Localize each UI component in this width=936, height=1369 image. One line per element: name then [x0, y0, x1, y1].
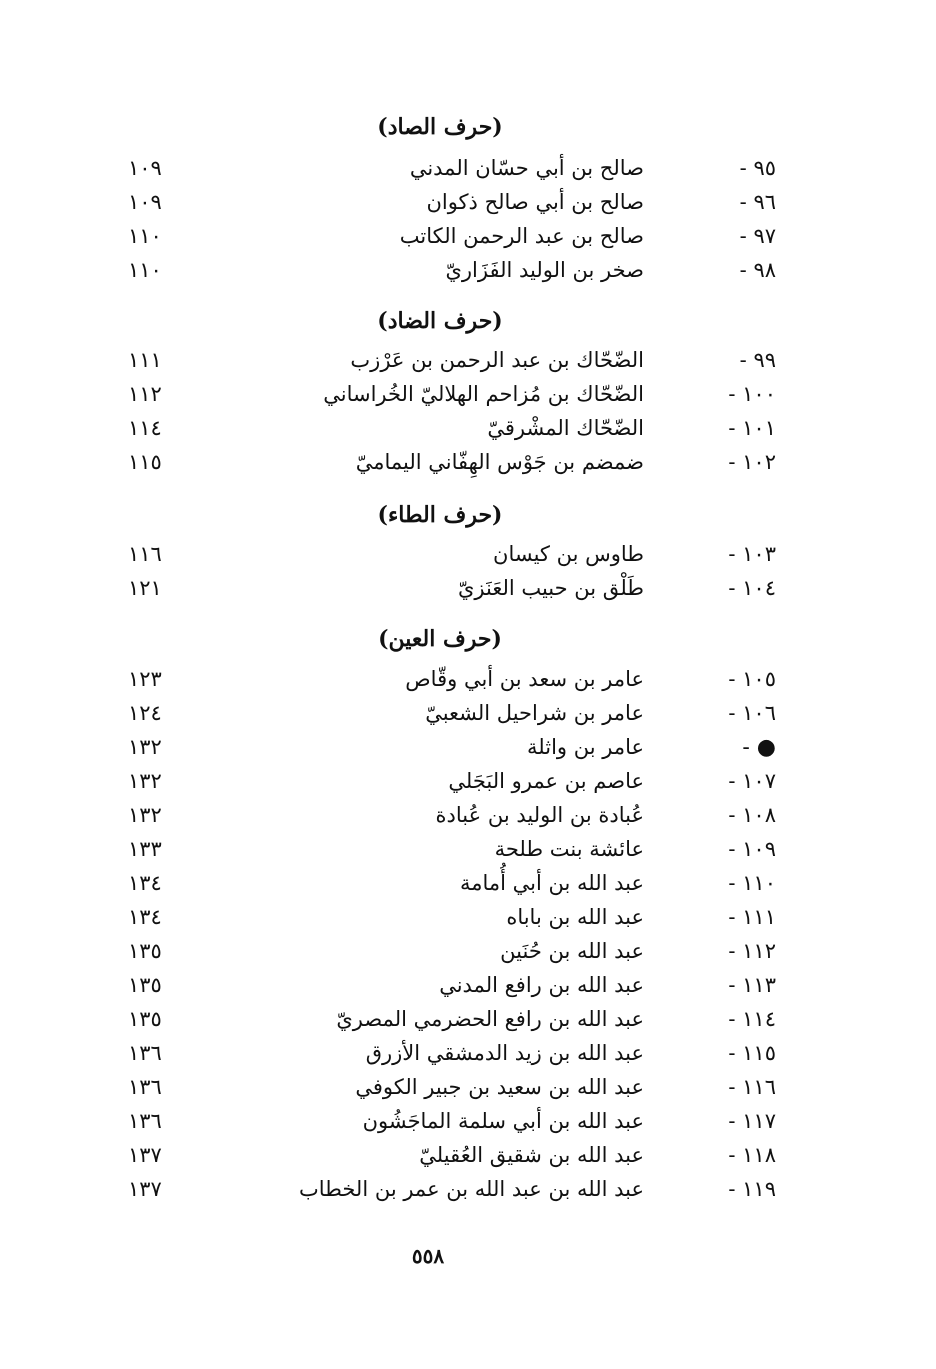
- entry-page: ١٠٩: [128, 156, 162, 180]
- index-entry: [0, 348, 936, 382]
- index-entry: [0, 576, 936, 610]
- index-entry: [0, 224, 936, 258]
- entry-number: ١٠٨ -: [728, 803, 776, 827]
- entry-name: عبد الله بن زيد الدمشقي الأزرق: [365, 1041, 644, 1065]
- index-entry: [0, 156, 936, 190]
- entry-number: ١٠٣ -: [728, 542, 776, 566]
- entry-page: ١٣٣: [128, 837, 162, 861]
- section-header-sad: (حرف الصاد): [377, 114, 503, 140]
- entry-name: الضّحّاك بن عبد الرحمن بن عَرْزب: [350, 348, 644, 372]
- entry-name: عبد الله بن أبي سلمة الماجَشُون: [362, 1109, 644, 1133]
- entry-name: عبد الله بن سعيد بن جبير الكوفي: [355, 1075, 644, 1099]
- entry-number: ١١٢ -: [728, 939, 776, 963]
- entry-page: ١٣٢: [128, 769, 162, 793]
- entry-name: صخر بن الوليد الفَزَاريّ: [445, 258, 644, 282]
- entry-page: ١١٠: [128, 224, 162, 248]
- entry-number: ١١٤ -: [728, 1007, 776, 1031]
- entry-number: ١١٨ -: [728, 1143, 776, 1167]
- entry-number: ١١٠ -: [728, 871, 776, 895]
- entry-name: عاصم بن عمرو البَجَلي: [448, 769, 644, 793]
- entry-page: ١٣٦: [128, 1109, 162, 1133]
- entry-page: ١٢١: [128, 576, 162, 600]
- entry-number: ٩٧ -: [739, 224, 776, 248]
- entry-page: ١٣٥: [128, 1007, 162, 1031]
- index-entry: [0, 1109, 936, 1143]
- entry-number: ١١٩ -: [728, 1177, 776, 1201]
- index-entry: [0, 667, 936, 701]
- entry-name: صالح بن أبي حسّان المدني: [409, 156, 644, 180]
- entry-page: ١٢٣: [128, 667, 162, 691]
- entry-name: عبد الله بن حُنَين: [500, 939, 644, 963]
- entry-number: ٩٦ -: [739, 190, 776, 214]
- entry-page: ١٣٤: [128, 871, 162, 895]
- entry-name: عبد الله بن شقيق العُقيليّ: [419, 1143, 644, 1167]
- page-number: ٥٥٨: [411, 1244, 445, 1268]
- index-entry: [0, 701, 936, 735]
- entry-number: ١١٣ -: [728, 973, 776, 997]
- index-entry: [0, 382, 936, 416]
- entry-page: ١٣٦: [128, 1075, 162, 1099]
- entry-page: ١٣٢: [128, 803, 162, 827]
- entry-number: ١٠٥ -: [728, 667, 776, 691]
- entry-number: ٩٨ -: [739, 258, 776, 282]
- index-entry: [0, 190, 936, 224]
- entry-page: ١١٤: [128, 416, 162, 440]
- index-entry: [0, 1075, 936, 1109]
- entry-number: ١٠٦ -: [728, 701, 776, 725]
- entry-name: ضمضم بن جَوْس الهِفّاني اليماميّ: [355, 450, 644, 474]
- index-entry: [0, 1041, 936, 1075]
- index-entry: [0, 542, 936, 576]
- index-entry: [0, 258, 936, 292]
- index-entry: [0, 973, 936, 1007]
- entry-page: ١٣٧: [128, 1143, 162, 1167]
- section-header-ta: (حرف الطاء): [377, 502, 503, 528]
- index-entry: [0, 837, 936, 871]
- entry-number: ١١٦ -: [728, 1075, 776, 1099]
- entry-number: ١٠٤ -: [728, 576, 776, 600]
- index-entry: [0, 450, 936, 484]
- entry-page: ١٠٩: [128, 190, 162, 214]
- entry-number: ١٠٧ -: [728, 769, 776, 793]
- entry-number: ١٠٢ -: [728, 450, 776, 474]
- entry-page: ١١١: [128, 348, 162, 372]
- entry-page: ١٣٤: [128, 905, 162, 929]
- entry-name: صالح بن عبد الرحمن الكاتب: [399, 224, 644, 248]
- entry-page: ١١٠: [128, 258, 162, 282]
- entry-name: الضّحّاك بن مُزاحم الهلاليّ الخُراساني: [323, 382, 644, 406]
- entry-number: ٩٥ -: [739, 156, 776, 180]
- entry-number: ١١١ -: [728, 905, 776, 929]
- entry-page: ١١٢: [128, 382, 162, 406]
- index-entry: [0, 769, 936, 803]
- entry-page: ١٣٢: [128, 735, 162, 759]
- entry-page: ١٣٥: [128, 939, 162, 963]
- entry-name: عُبادة بن الوليد بن عُبادة: [435, 803, 644, 827]
- index-entry: [0, 1143, 936, 1177]
- index-entry: [0, 416, 936, 450]
- index-entry: [0, 1007, 936, 1041]
- entry-name: عامر بن سعد بن أبي وقّاص: [405, 667, 644, 691]
- index-entry: [0, 939, 936, 973]
- section-header-dad: (حرف الضاد): [377, 308, 503, 334]
- entry-name: عبد الله بن رافع الحضرمي المصريّ: [336, 1007, 644, 1031]
- entry-number: ١١٧ -: [728, 1109, 776, 1133]
- entry-page: ١١٥: [128, 450, 162, 474]
- entry-name: صالح بن أبي صالح ذكوان: [426, 190, 644, 214]
- index-entry: [0, 905, 936, 939]
- entry-number: ١٠٠ -: [728, 382, 776, 406]
- index-entry: [0, 871, 936, 905]
- entry-name: عبد الله بن عبد الله بن عمر بن الخطاب: [298, 1177, 644, 1201]
- entry-name: عامر بن شراحيل الشعبيّ: [425, 701, 644, 725]
- entry-name: عبد الله بن باباه: [506, 905, 644, 929]
- entry-page: ١٢٤: [128, 701, 162, 725]
- entry-number: ١٠١ -: [728, 416, 776, 440]
- entry-name: عامر بن واثلة: [527, 735, 644, 759]
- entry-name: عائشة بنت طلحة: [494, 837, 644, 861]
- index-entry: [0, 803, 936, 837]
- entry-page: ١٣٦: [128, 1041, 162, 1065]
- entry-name: الضّحّاك المشْرقيّ: [487, 416, 644, 440]
- entry-number: ٩٩ -: [739, 348, 776, 372]
- entry-name: طاوس بن كيسان: [493, 542, 644, 566]
- entry-name: طَلْق بن حبيب العَنَزيّ: [457, 576, 644, 600]
- entry-name: عبد الله بن رافع المدني: [439, 973, 644, 997]
- entry-page: ١٣٧: [128, 1177, 162, 1201]
- entry-page: ١٣٥: [128, 973, 162, 997]
- entry-page: ١١٦: [128, 542, 162, 566]
- entry-bullet: ● -: [742, 735, 776, 760]
- section-header-ain: (حرف العين): [378, 626, 502, 652]
- entry-name: عبد الله بن أبي أُمامة: [459, 871, 644, 895]
- index-entry: [0, 735, 936, 769]
- entry-number: ١١٥ -: [728, 1041, 776, 1065]
- entry-number: ١٠٩ -: [728, 837, 776, 861]
- index-entry: [0, 1177, 936, 1211]
